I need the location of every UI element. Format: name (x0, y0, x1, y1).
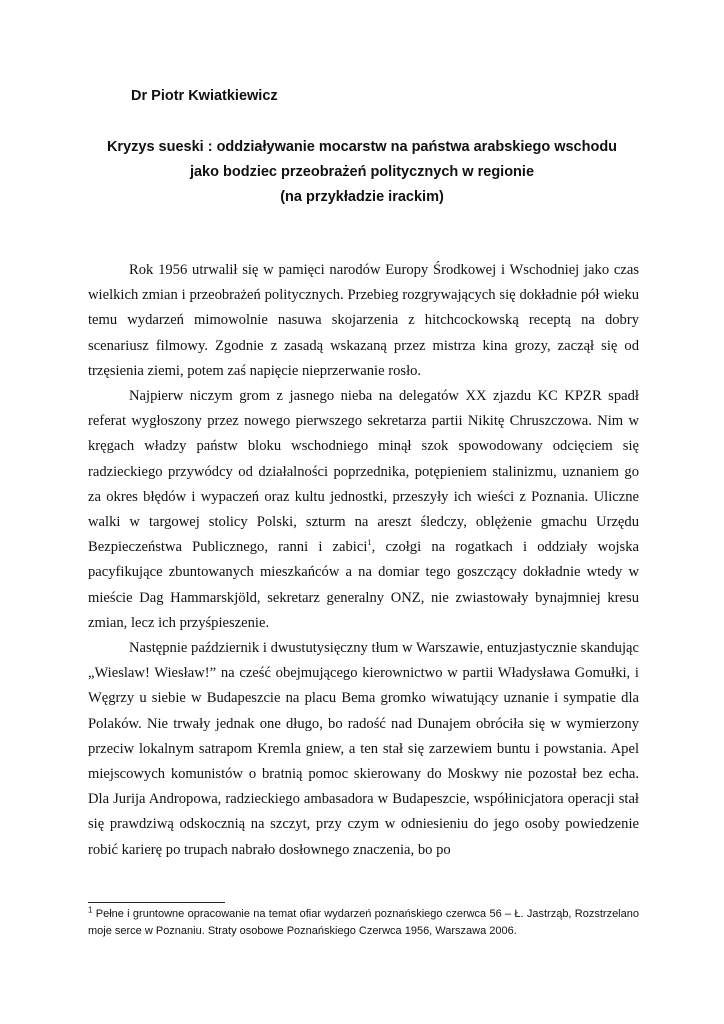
paragraph-3: Następnie październik i dwustutysięczny tłum w Warszawie, entuzjastycznie skandując „Wieslaw! Wiesław!” na cześć obejmującego kierownictwo w partii Władysława Gomułki, i Węgrzy u siebie w Budapeszcie na placu Bema gromko wiwatujący uznanie i sympatie dla Polaków. Nie trwały jednak one długo, bo radość nad Dunajem obróciła się w wymierzony przeciw lokalnym satrapom Kremla gniew, a ten stał się zarzewiem buntu i powstania. Apel miejscowych komunistów o bratnią pomoc skierowany do Moskwy nie pozostał bez echa. Dla Jurija Andropowa, radzieckiego ambasadora w Budapeszcie, współinicjatora operacji stał się prawdziwą odskocznią na szczyt, przy czym w odniesieniu do jego osoby powiedzenie robić karierę po trupach nabrało dosłownego znaczenia, bo po (88, 640, 639, 858)
footnote-separator (88, 902, 225, 903)
footnote-text: Pełne i gruntowne opracowanie na temat ofiar wydarzeń poznańskiego czerwca 56 – Ł. Jastrząb, Rozstrzelano moje serce w Poznaniu. Straty osobowe Poznańskiego Czerwca 1956, Warszawa 2006. (88, 908, 639, 937)
title-line-3: (na przykładzie irackim) (280, 189, 444, 205)
footnote (88, 906, 639, 940)
footnote-number: 1 (88, 905, 93, 915)
footnote-reference[interactable]: 1 (367, 537, 372, 548)
title-line-2: jako bodziec przeobrażeń politycznych w regionie (189, 164, 535, 180)
paragraph-2-text-a: Najpierw niczym grom z jasnego nieba na delegatów XX zjazdu KC KPZR spadł referat wygłoszony przez nowego pierwszego sekretarza partii Nikitę Chruszczowa. Nim w kręgach władzy państw bloku wschodniego minął szok spowodowany odcięciem się radzieckiego przywódcy od działalności poprzednika, potępieniem stalinizmu, uznaniem go za okres błędów i wypaczeń oraz kultu jednostki, przeszyły ich wieści z Poznania. Uliczne walki w targowej stolicy Polski, szturm na areszt śledczy, oblężenie gmachu Urzędu Bezpieczeństwa Publicznego, ranni i zabici (88, 388, 639, 556)
body-text (88, 258, 639, 863)
document-title (88, 135, 636, 210)
title-line-1: Kryzys sueski : oddziaływanie mocarstw na państwa arabskiego wschodu (106, 139, 618, 155)
paragraph-1: Rok 1956 utrwalił się w pamięci narodów Europy Środkowej i Wschodniej jako czas wielkich zmian i przeobrażeń politycznych. Przebieg rozgrywających się dokładnie pół wieku temu wydarzeń mimowolnie nasuwa skojarzenia z hitchcockowską receptą na dobry scenariusz filmowy. Zgodnie z zasadą wskazaną przez mistrza kina grozy, zaczął się od trzęsienia ziemi, potem zaś napięcie nieprzerwanie rosło. (88, 262, 639, 379)
paragraph-2 (88, 384, 639, 636)
author-name: Dr Piotr Kwiatkiewicz (131, 88, 278, 104)
paragraph-2-text-b: , czołgi na rogatkach i oddziały wojska pacyfikujące zbuntowanych mieszkańców a na domiar tego goszczący dokładnie wtedy w mieście Dag Hammarskjöld, sekretarz generalny ONZ, nie zwiastowały bynajmniej kresu zmian, lecz ich przyśpieszenie. (88, 539, 640, 631)
